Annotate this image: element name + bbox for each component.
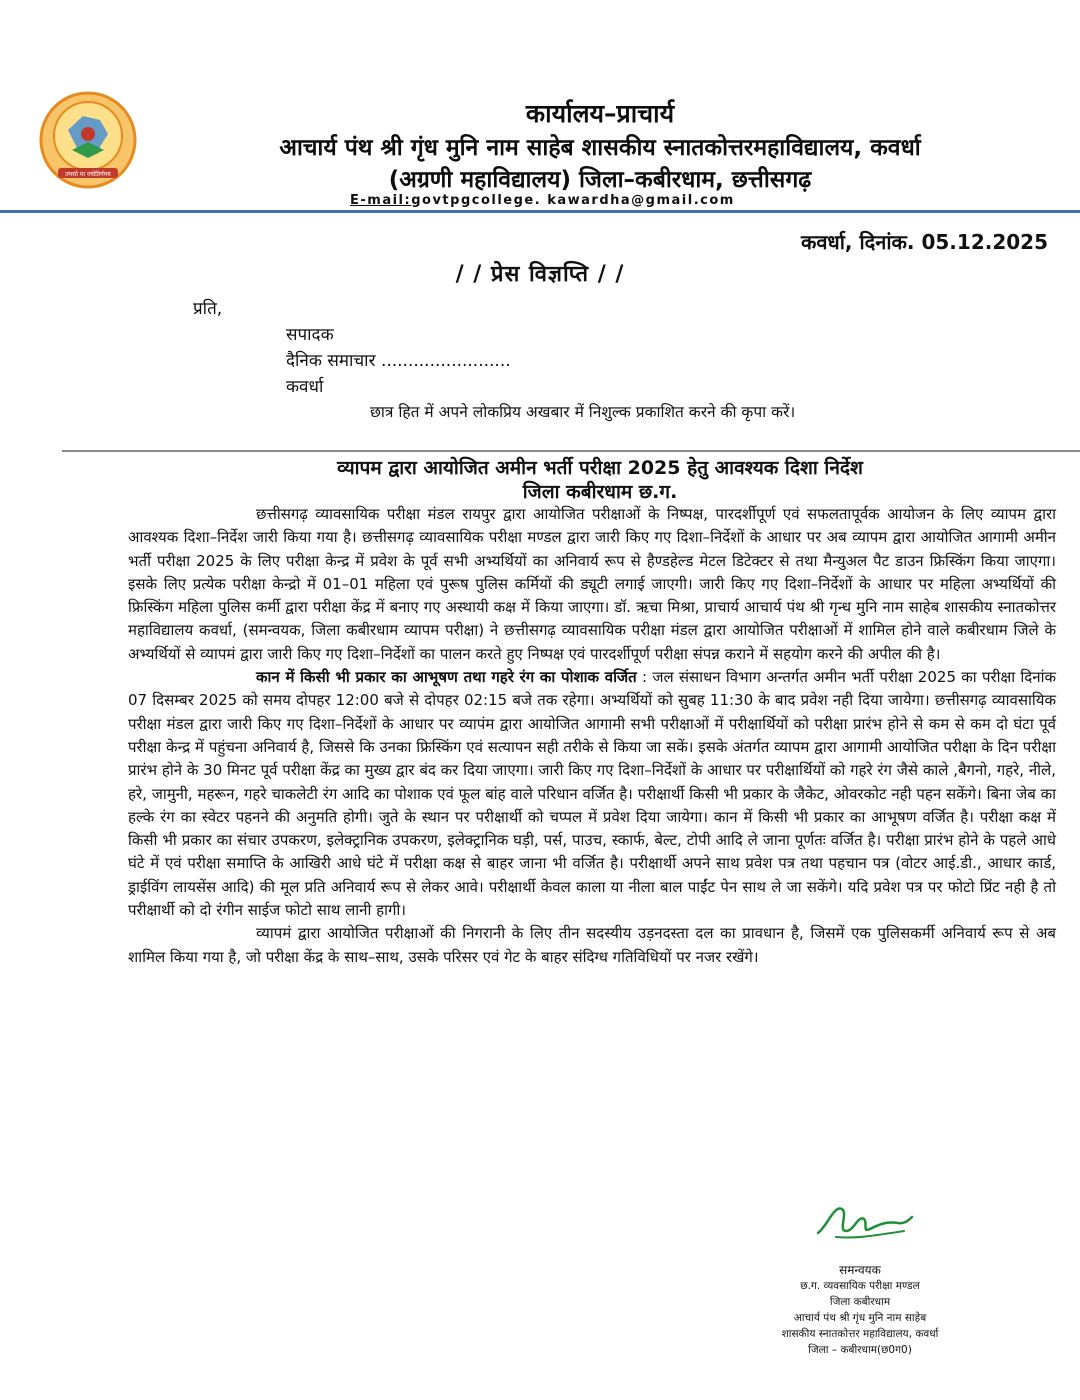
- recipient-city: कवर्धा: [286, 377, 324, 397]
- publish-request: छात्र हित में अपने लोकप्रिय अखबार में निशुल्क प्रकाशित करने की कृपा करें।: [370, 403, 796, 421]
- paragraph-2-text: : जल संसाधन विभाग अन्तर्गत अमीन भर्ती परीक्षा 2025 का परीक्षा दिनांक 07 दिसम्बर 2025 को समय दोपहर 12:00 बजे से दोपहर 02:15 बजे तक रहेगा। अभ्यर्थियों को सुबह 11:30 के बाद प्रवेश नही दिया जायेगा। छत्तीसगढ़ व्यावसायिक परीक्षा मंडल द्वारा जारी किए गए दिशा–निर्देशों के आधार पर व्यापंम द्वारा आयोजित आगामी सभी परीक्षाओं में परीक्षार्थियों को परीक्षा प्रारंभ होने से कम से कम दो घंटा पूर्व परीक्षा केन्द्र में पहुंचना अनिवार्य है, जिससे कि उनका फ्रिस्किंग एवं सत्यापन सही तरीके से किया जा सकें। इसके अंतर्गत व्यापम द्वारा आगामी आयोजित परीक्षा के दिन परीक्षा प्रारंभ होने के 30 मिनट पूर्व परीक्षा केंद्र का मुख्य द्वार बंद कर दिया जाएगा। जारी किए गए दिशा–निर्देशों के आधार पर परीक्षार्थियों को गहरे रंग जैसे काले ,बैगनो, गहरे, नीले, हरे, जामुनी, महरून, गहरे चाकलेटी रंग आदि का पोशाक एवं फूल बांह वाले परिधान वर्जित है। परीक्षार्थी किसी भी प्रकार के जैकेट, ओवरकोट नही पहन सकेंगे। बिना जेब का हल्के रंग का स्वेटर पहनने की अनुमति होगी। जुते के स्थान पर परीक्षार्थी को चप्पल में प्रवेश दिया जायेगा। कान में किसी भी प्रकार का आभूषण वर्जित है। परीक्षा कक्ष में किसी भी प्रकार का संचार उपकरण, इलेक्ट्रानिक उपकरण, इलेक्ट्रानिक घड़ी, पर्स, पाउच, स्कार्फ, बेल्ट, टोपी आदि ले जाना पूर्णतः वर्जित है। परीक्षा प्रारंभ होने के पहले आधे घंटे में एवं परीक्षा समाप्ति के आखिरी आधे घंटे में परीक्षा कक्ष से बाहर जाना भी वर्जित है। परीक्षार्थी अपने साथ प्रवेश पत्र तथा पहचान पत्र (वोटर आई.डी., आधार कार्ड, ड्राईविंग लायसेंस आदि) की मूल प्रति अनिवार्य रूप से लेकर आवे। परीक्षार्थी केवल काला या नीला बाल पाईंट पेन साथ ले जा सकेंगे। यदि प्रवेश पत्र पर फोटो प्रिंट नही है तो परीक्षार्थी को दो रंगीन साईज फोटो साथ लानी हागी।: [128, 668, 1056, 920]
- recipient-editor: सपादक: [286, 325, 334, 345]
- college-district: (अग्रणी महाविद्यालय) जिला–कबीरधाम, छत्तीसगढ़: [388, 167, 812, 193]
- signatory-role: समन्वयक: [839, 1263, 881, 1277]
- office-title: कार्यालय–प्राचार्य: [525, 99, 675, 128]
- signatory-line-2: जिला कबीरधाम: [829, 1296, 891, 1308]
- signatory-line-1: छ.ग. व्यवसायिक परीक्षा मण्डल: [800, 1280, 920, 1292]
- email-label: E-mail:: [350, 193, 412, 208]
- header-divider: [0, 210, 1080, 213]
- recipient-to: प्रति,: [193, 299, 223, 319]
- release-body: [128, 503, 1056, 969]
- signature-block: [700, 1262, 1020, 1358]
- subject-title: व्यापम द्वारा आयोजित अमीन भर्ती परीक्षा 2025 हेतु आवश्यक दिशा निर्देश: [337, 457, 863, 479]
- signatory-line-3: आचार्य पंथ श्री गृंध मुनि नाम साहेब: [793, 1312, 927, 1324]
- press-release-title: / / प्रेस विज्ञप्ति / /: [455, 262, 625, 287]
- paragraph-2-heading: कान में किसी भी प्रकार का आभूषण तथा गहरे रंग का पोशाक वर्जित: [256, 668, 637, 687]
- paragraph-1: छत्तीसगढ़ व्यावसायिक परीक्षा मंडल रायपुर द्वारा आयोजित परीक्षाओं के निष्पक्ष, पारदर्शीपूर्ण एवं सफलतापूर्वक आयोजन के लिए व्यापम द्वारा आवश्यक दिशा–निर्देश जारी किया गया है। छत्तीसगढ़ व्यावसायिक परीक्षा मण्डल द्वारा जारी किए गए दिशा–निर्देशों के आधार पर अब व्यापम द्वारा आयोजित आगामी अमीन भर्ती परीक्षा 2025 के लिए परीक्षा केन्द्र में प्रवेश के पूर्व सभी अभ्यर्थियों का अनिवार्य रूप से हैण्डहेल्ड मेटल डिटेक्टर से तथा मैन्युअल पैट डाउन फ्रिस्किंग किया जाएगा। इसके लिए प्रत्येक परीक्षा केन्द्रो में 01–01 महिला एवं पुरूष पुलिस कर्मियों की ड्यूटी लगाई जाएगी। जारी किए गए दिशा–निर्देशों के आधार पर महिला अभ्यर्थियों की फ्रिस्किंग महिला पुलिस कर्मी द्वारा परीक्षा केंद्र में बनाए गए अस्थायी कक्ष में किया जाएगा। डॉ. ऋचा मिश्रा, प्राचार्य आचार्य पंथ श्री गृन्ध मुनि नाम साहेब शासकीय स्नातकोत्तर महाविद्यालय कवर्धा, (समन्वयक, जिला कबीरधाम व्यापम परीक्षा) ने छत्तीसगढ़ व्यावसायिक परीक्षा मंडल द्वारा आयोजित परीक्षाओं में शामिल होने वाले कबीरधाम जिले के अभ्यर्थियों से व्यापमं द्वारा जारी किए गए दिशा–निर्देशों का पालन करते हुए निष्पक्ष एवं पारदर्शीपूर्ण परीक्षा संपन्न कराने में सहयोग करने की अपील की है।: [128, 505, 1056, 663]
- section-divider: [62, 450, 1080, 452]
- logo-motto: तमसो मा ज्योतिर्गमय: [65, 171, 111, 178]
- subject-district: जिला कबीरधाम छ.ग.: [522, 481, 678, 503]
- college-name: आचार्य पंथ श्री गृंध मुनि नाम साहेब शासकीय स्नातकोत्तरमहाविद्यालय, कवर्धा: [279, 135, 921, 161]
- signatory-line-5: जिला – कबीरधाम(छ0ग0): [808, 1344, 912, 1356]
- signature-icon: [808, 1195, 918, 1245]
- college-logo: [38, 90, 138, 190]
- email-address[interactable]: govtpgcollege. kawardha@gmail.com: [411, 193, 735, 208]
- recipient-newspaper: दैनिक समाचार ........................: [286, 351, 511, 371]
- email-line: [350, 193, 735, 208]
- paragraph-3: व्यापमं द्वारा आयोजित परीक्षाओं की निगरानी के लिए तीन सदस्यीय उड़नदस्ता दल का प्रावधान है, जिसमें एक पुलिसकर्मी अनिवार्य रूप से अब शामिल किया गया है, जो परीक्षा केंद्र के साथ–साथ, उसके परिसर एवं गेट के बाहर संदिग्ध गतिविधियों पर नजर रखेंगे।: [128, 924, 1056, 966]
- paragraph-2: [128, 666, 1056, 922]
- signatory-line-4: शासकीय स्नातकोत्तर महाविद्यालय, कवर्धा: [781, 1328, 939, 1340]
- date-line: कवर्धा, दिनांक. 05.12.2025: [800, 230, 1048, 254]
